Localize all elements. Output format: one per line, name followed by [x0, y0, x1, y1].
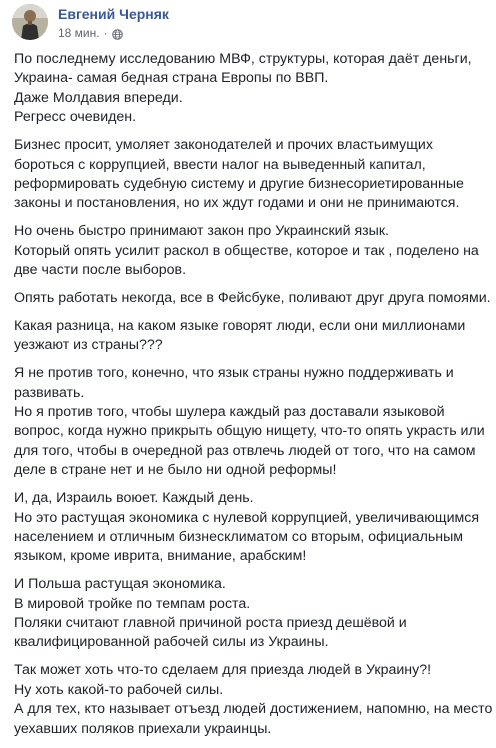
- post-text-line: Так может хоть что-то сделаем для приезда людей в Украину?!: [14, 662, 432, 679]
- post-text-line: В мировой тройке по темпам роста.: [14, 595, 251, 612]
- post-text-line: Опять работать некогда, все в Фейсбуке, поливают друг друга помоями.: [14, 289, 491, 306]
- post-text-line: Регресс очевиден.: [14, 109, 137, 126]
- post-text-line: Но я против того, чтобы шулера каждый раз доставали языковой: [14, 404, 445, 420]
- post-text-line: для того, чтобы в очередной раз отвлечь людей от того, что на самом: [14, 442, 476, 459]
- globe-icon[interactable]: [112, 28, 123, 39]
- post-text-line: Даже Молдавия впереди.: [14, 89, 183, 106]
- post-text-line: Который опять усилит раскол в обществе, которое и так , поделено на: [14, 242, 479, 259]
- post-text-line: По последнему исследованию МВФ, структуры, которая даёт деньги,: [14, 51, 472, 67]
- post-text-line: И Польша растущая экономика.: [14, 576, 226, 593]
- avatar[interactable]: [12, 4, 48, 40]
- author-name[interactable]: Евгений Черняк: [58, 6, 169, 22]
- post-text-line: бороться с коррупцией, ввести налог на выведенный капитал,: [14, 156, 426, 173]
- post-paragraph: [14, 364, 484, 480]
- post-text-line: две части после выборов.: [14, 262, 187, 279]
- post-text-line: уезжают из страны???: [14, 337, 163, 354]
- post-body: [14, 50, 493, 748]
- post-meta: [58, 4, 169, 41]
- post-header: [12, 4, 169, 40]
- post-text-line: уехавших поляков приехали украинцы.: [14, 720, 272, 737]
- post-text-line: населением и отличным бизнесклиматом со вторым, официальным: [14, 528, 464, 545]
- post-paragraph: [14, 317, 484, 356]
- post-text-line: Но это растущая экономика с нулевой коррупцией, увеличивающимся: [14, 509, 480, 526]
- post-subline: [58, 25, 169, 41]
- separator-dot: ·: [103, 26, 108, 40]
- post-text-line: Украина- самая бедная страна Европы по ВВП.: [14, 70, 329, 87]
- post-text-line: Ну хоть какой-то рабочей силы.: [14, 681, 224, 698]
- post-text-line: развивать.: [14, 384, 85, 401]
- post-text-line: И, да, Израиль воюет. Каждый день.: [14, 490, 254, 507]
- post-text-line: Поляки считают главной причиной роста приезд дешёвой и: [14, 615, 407, 632]
- post-paragraph: [14, 575, 484, 653]
- post-paragraph: [14, 222, 484, 280]
- post-text-line: языком, кроме иврита, внимание, арабским!: [14, 548, 307, 565]
- post-text-line: законы и постановления, но их ждут годами и они не принимаются.: [14, 195, 460, 212]
- post-text-line: Но очень быстро принимают закон про Украинский язык.: [14, 223, 389, 240]
- post-text-line: деле в стране нет и не было ни одной реформы!: [14, 462, 337, 479]
- post-paragraph: [14, 489, 484, 567]
- post-text-line: Я не против того, конечно, что язык страны нужно поддерживать и: [14, 365, 454, 382]
- post-text-line: Какая разница, на каком языке говорят люди, если они миллионами: [14, 317, 466, 334]
- post-paragraph: [14, 661, 493, 739]
- post-text-line: вопрос, когда нужно прикрыть общую нищету, что-то опять украсть или: [14, 423, 485, 440]
- post-text-line: Бизнес просит, умоляет законодателей и прочих властьимущих: [14, 137, 433, 154]
- post-paragraph: [14, 50, 484, 128]
- avatar-photo: [12, 4, 48, 40]
- post-text-line: реформировать судебную систему и другие бизнесориетированные: [14, 175, 464, 192]
- post-text-line: А для тех, кто называет отъезд людей достижением, напомню, на место: [14, 701, 493, 718]
- post-text-line: квалифицированной рабочей силы из Украины.: [14, 634, 329, 651]
- post-paragraph: [14, 136, 484, 214]
- post-timestamp[interactable]: 18 мин.: [58, 26, 100, 40]
- post-paragraph: [14, 289, 491, 308]
